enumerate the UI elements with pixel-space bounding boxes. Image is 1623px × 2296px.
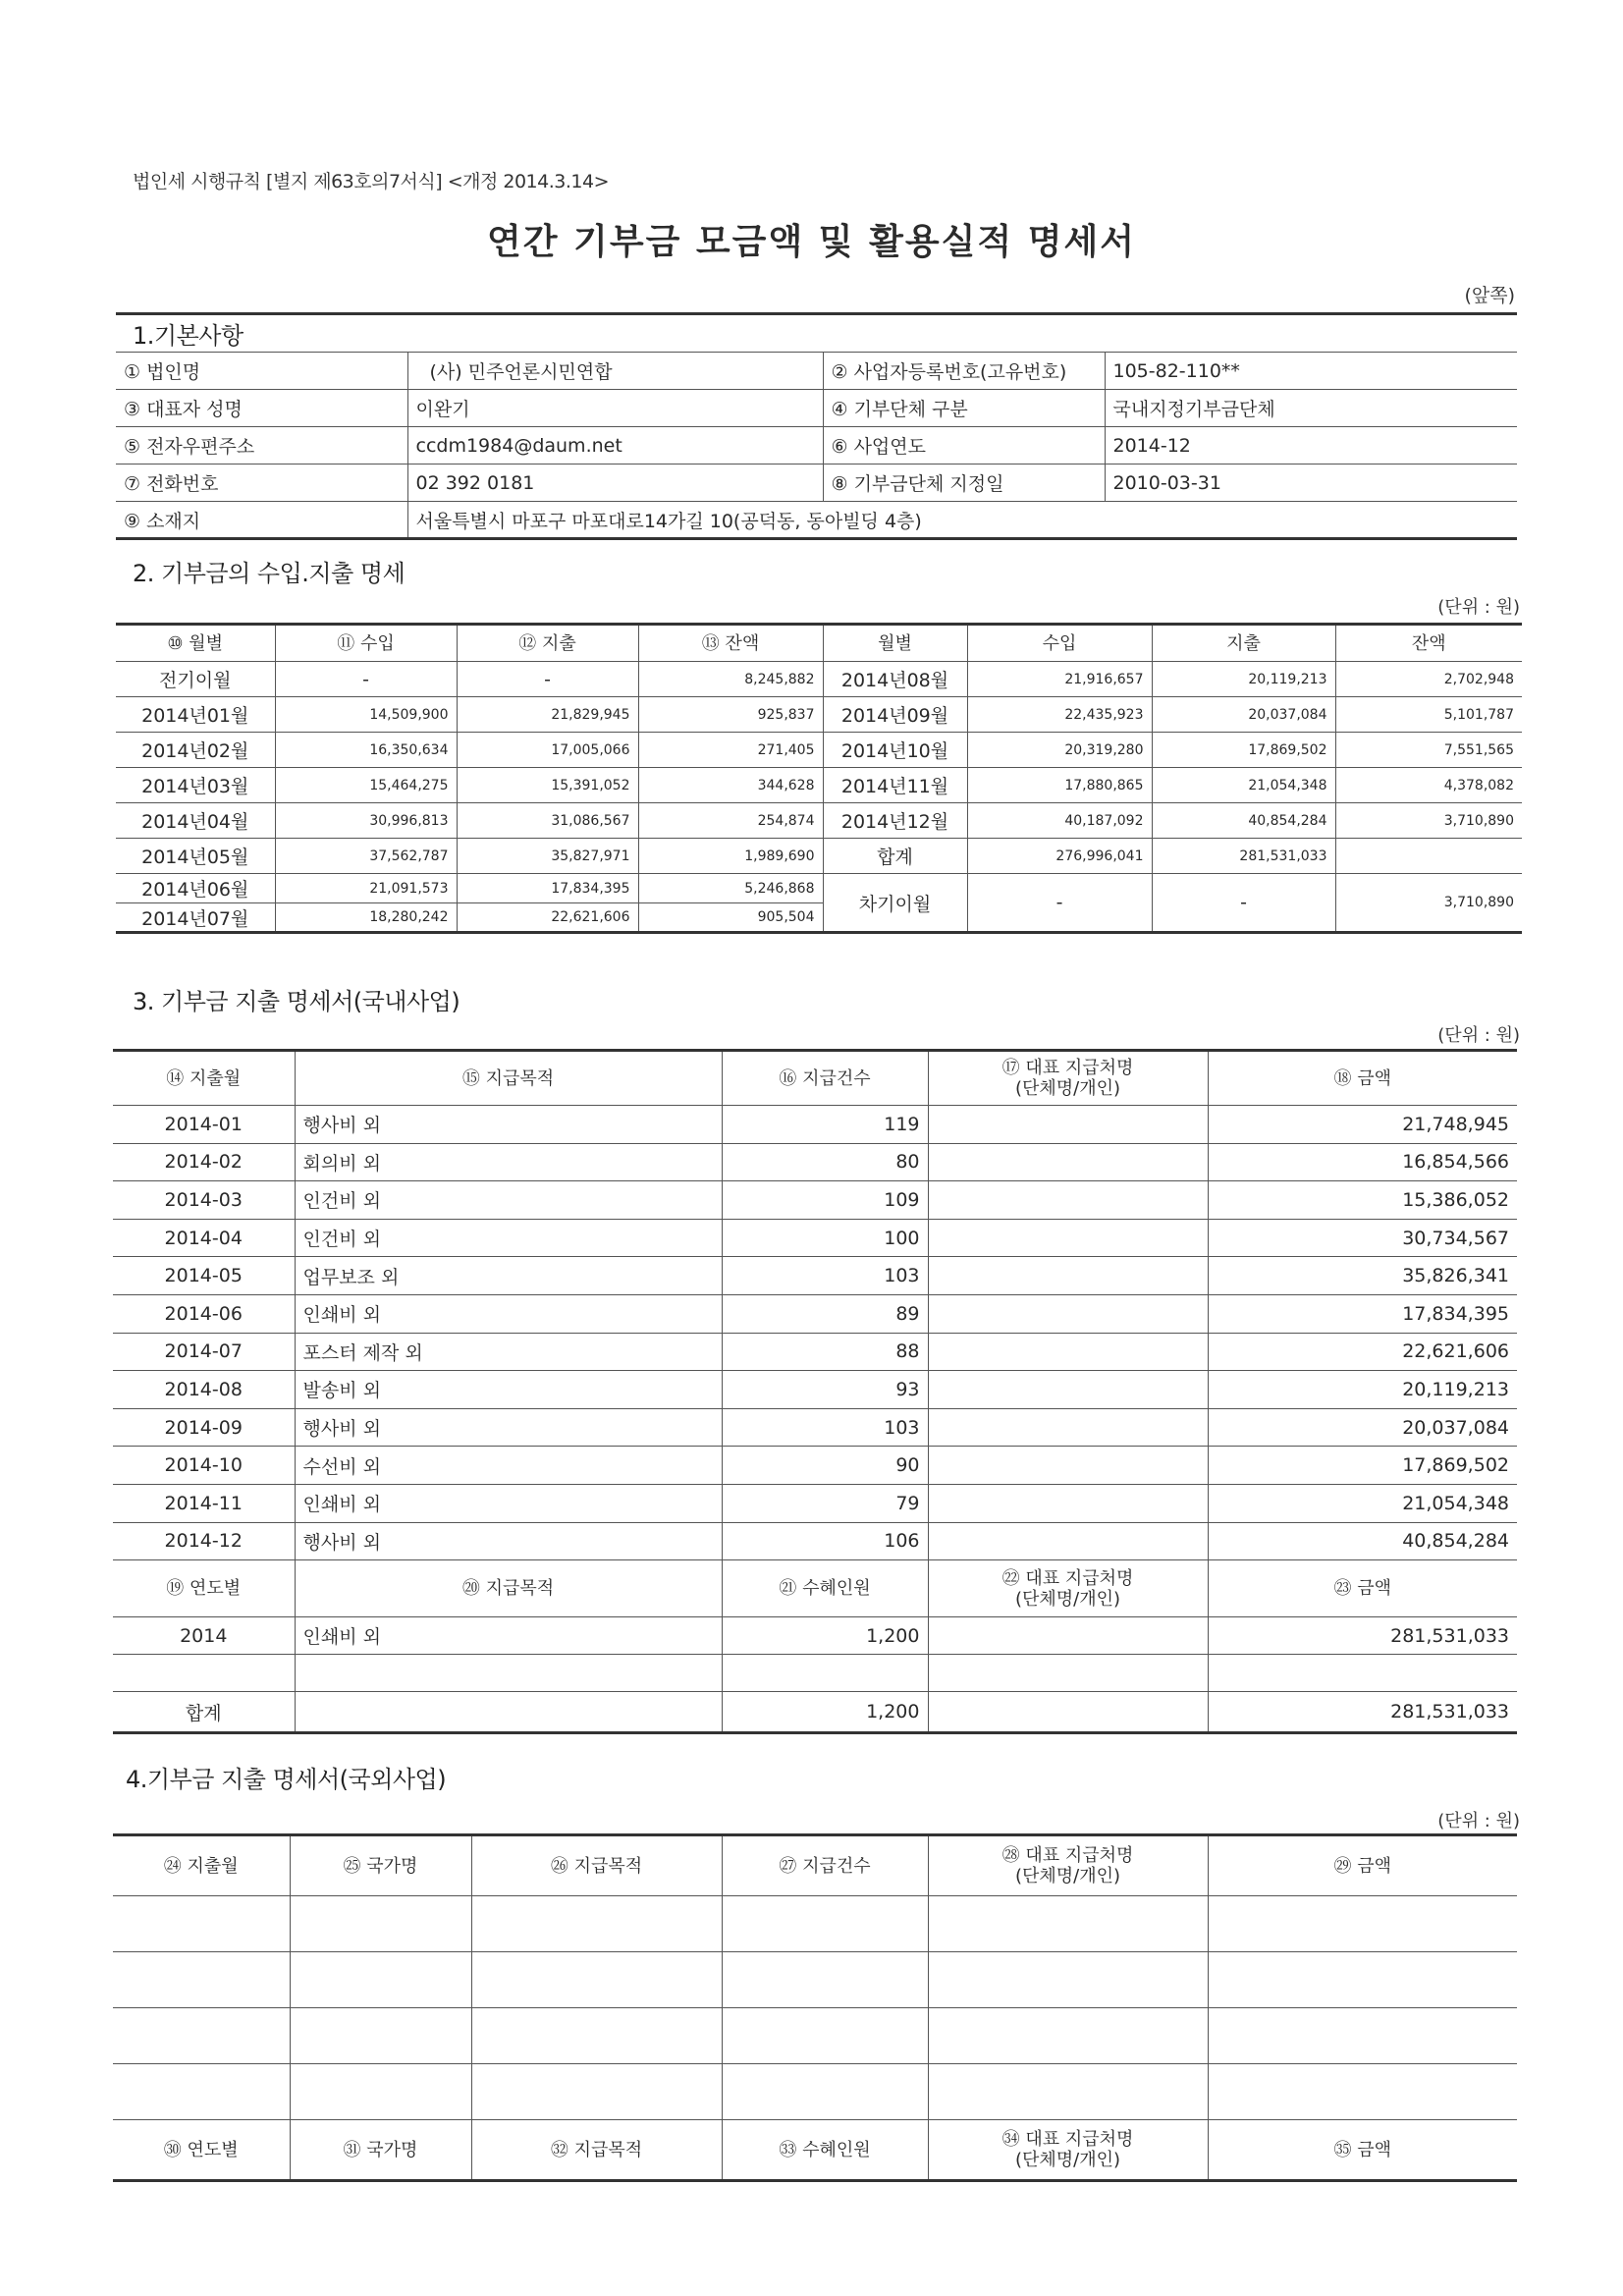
header-income — [275, 625, 457, 662]
designation-date-value: 2010-03-31 — [1105, 465, 1517, 502]
balance-cell: 5,101,787 — [1335, 697, 1522, 733]
payee-cell — [928, 1447, 1208, 1485]
purpose-cell: 행사비 외 — [295, 1408, 722, 1447]
empty-cell — [290, 2008, 471, 2064]
expense-cell: - — [1152, 874, 1335, 933]
header-payee — [928, 2120, 1208, 2181]
count-cell: 90 — [722, 1447, 928, 1485]
payee-cell — [928, 1143, 1208, 1181]
expense-cell: 22,621,606 — [457, 903, 638, 933]
header-purpose — [295, 1560, 722, 1617]
month-cell: 2014년11월 — [823, 768, 967, 803]
expense-cell: 35,827,971 — [457, 839, 638, 874]
purpose-cell: 회의비 외 — [295, 1143, 722, 1181]
amount-cell: 15,386,052 — [1208, 1181, 1517, 1220]
header-year-label: ㉚ 연도별 — [163, 2139, 239, 2160]
header-month-label: ㉔ 지출월 — [163, 1855, 239, 1877]
expense-cell: 15,391,052 — [457, 768, 638, 803]
amount-cell: 35,826,341 — [1208, 1257, 1517, 1295]
payee-cell — [928, 1294, 1208, 1333]
month-cell: 2014년07월 — [116, 903, 275, 933]
purpose-cell: 포스터 제작 외 — [295, 1333, 722, 1371]
expense-cell: 281,531,033 — [1152, 839, 1335, 874]
section3-title: 3. 기부금 지출 명세서(국내사업) — [133, 988, 460, 1015]
table-row — [116, 839, 1522, 874]
payee-cell — [928, 1617, 1208, 1655]
year-cell — [113, 1655, 295, 1692]
month-cell: 2014-05 — [113, 1257, 295, 1295]
purpose-cell: 행사비 외 — [295, 1522, 722, 1560]
month-cell: 2014-09 — [113, 1408, 295, 1447]
income-cell: 17,880,865 — [967, 768, 1152, 803]
address-value: 서울특별시 마포구 마포대로14가길 10(공덕동, 동아빌딩 4층) — [407, 502, 1517, 539]
purpose-cell: 발송비 외 — [295, 1371, 722, 1409]
beneficiaries-cell: 1,200 — [722, 1617, 928, 1655]
purpose-cell: 인건비 외 — [295, 1219, 722, 1257]
month-cell: 2014-12 — [113, 1522, 295, 1560]
empty-row — [113, 1896, 1517, 1952]
month-cell: 2014-08 — [113, 1371, 295, 1409]
corporate-name-value: (사) 민주언론시민연합 — [407, 353, 823, 390]
section4-title: 4.기부금 지출 명세서(국외사업) — [126, 1766, 447, 1793]
section3-unit: (단위 : 원) — [1437, 1025, 1520, 1046]
table-row — [116, 733, 1522, 768]
table-row — [116, 662, 1522, 697]
table-row — [113, 1522, 1517, 1560]
month-cell: 2014-11 — [113, 1484, 295, 1522]
field-label: ⑥ 사업연도 — [823, 427, 1105, 465]
amount-cell: 20,119,213 — [1208, 1371, 1517, 1409]
income-cell: - — [967, 874, 1152, 933]
payee-cell — [928, 1219, 1208, 1257]
payee-cell — [928, 1181, 1208, 1220]
empty-cell — [113, 1896, 290, 1952]
empty-cell — [1208, 2008, 1517, 2064]
empty-cell — [290, 1896, 471, 1952]
balance-cell: 344,628 — [638, 768, 823, 803]
yearly-row — [113, 1617, 1517, 1655]
header-purpose — [471, 1835, 722, 1896]
amount-cell: 281,531,033 — [1208, 1617, 1517, 1655]
table-row — [113, 1181, 1517, 1220]
table-row — [113, 1408, 1517, 1447]
empty-cell — [290, 2064, 471, 2120]
payee-cell — [928, 1333, 1208, 1371]
table-header-row — [116, 625, 1522, 662]
empty-cell — [471, 2064, 722, 2120]
header-month-label: 월별 — [878, 632, 912, 654]
yearly-header-row — [113, 2120, 1517, 2181]
expense-cell: 20,119,213 — [1152, 662, 1335, 697]
table-row — [113, 1447, 1517, 1485]
balance-cell: 254,874 — [638, 803, 823, 839]
month-cell: 2014년09월 — [823, 697, 967, 733]
count-cell: 103 — [722, 1257, 928, 1295]
total-label: 합계 — [113, 1692, 295, 1733]
empty-row — [113, 2064, 1517, 2120]
balance-cell: 2,702,948 — [1335, 662, 1522, 697]
expense-cell: 20,037,084 — [1152, 697, 1335, 733]
basic-info-row — [116, 465, 1517, 502]
header-beneficiaries — [722, 1560, 928, 1617]
income-cell: 30,996,813 — [275, 803, 457, 839]
month-cell: 2014년06월 — [116, 874, 275, 903]
header-expense-label: ⑫ 지출 — [518, 632, 576, 654]
purpose-cell: 수선비 외 — [295, 1447, 722, 1485]
income-cell: 14,509,900 — [275, 697, 457, 733]
header-amount-label: ㉙ 금액 — [1333, 1855, 1391, 1877]
header-country-label: ㉛ 국가명 — [343, 2139, 418, 2160]
empty-cell — [928, 2064, 1208, 2120]
domestic-expense-table — [113, 1049, 1517, 1734]
section1-title: 1.기본사항 — [133, 322, 243, 350]
field-label: ② 사업자등록번호(고유번호) — [823, 353, 1105, 390]
balance-cell: 905,504 — [638, 903, 823, 933]
header-payee — [928, 1835, 1208, 1896]
purpose-cell: 인쇄비 외 — [295, 1294, 722, 1333]
donation-org-type-value: 국내지정기부금단체 — [1105, 390, 1517, 427]
header-country — [290, 1835, 471, 1896]
empty-cell — [928, 2008, 1208, 2064]
balance-cell: 8,245,882 — [638, 662, 823, 697]
expense-cell: 17,869,502 — [1152, 733, 1335, 768]
header-expense-label: 지출 — [1226, 632, 1261, 654]
empty-row — [113, 1952, 1517, 2008]
payee-cell — [928, 1408, 1208, 1447]
empty-row — [113, 2008, 1517, 2064]
total-row — [113, 1692, 1517, 1733]
month-cell: 2014-03 — [113, 1181, 295, 1220]
amount-cell — [1208, 1655, 1517, 1692]
phone-value: 02 392 0181 — [407, 465, 823, 502]
header-month-label: ⑭ 지출월 — [166, 1067, 242, 1089]
yearly-row — [113, 1655, 1517, 1692]
income-cell: 21,916,657 — [967, 662, 1152, 697]
header-payee-label: ㉘ 대표 지급처명 — [1001, 1845, 1134, 1866]
header-payee-sublabel: (단체명/개인) — [1014, 2150, 1121, 2170]
header-payee — [928, 1560, 1208, 1617]
month-cell: 2014년01월 — [116, 697, 275, 733]
header-amount-label: ㉟ 금액 — [1333, 2139, 1391, 2160]
header-year — [113, 2120, 290, 2181]
beneficiaries-cell — [722, 1655, 928, 1692]
header-count-label: ⑯ 지급건수 — [779, 1067, 871, 1089]
month-cell: 2014-04 — [113, 1219, 295, 1257]
income-cell: 16,350,634 — [275, 733, 457, 768]
purpose-cell: 인쇄비 외 — [295, 1617, 722, 1655]
count-cell: 93 — [722, 1371, 928, 1409]
empty-cell — [1208, 2064, 1517, 2120]
section4-unit: (단위 : 원) — [1437, 1811, 1520, 1831]
purpose-cell — [295, 1655, 722, 1692]
balance-cell: 4,378,082 — [1335, 768, 1522, 803]
header-income-label: ⑪ 수입 — [337, 632, 395, 654]
header-month — [116, 625, 275, 662]
expense-cell: - — [457, 662, 638, 697]
header-purpose-label: ⑳ 지급목적 — [461, 1578, 555, 1600]
empty-cell — [1208, 1952, 1517, 2008]
income-cell: 21,091,573 — [275, 874, 457, 903]
empty-cell — [471, 1952, 722, 2008]
header-balance — [1335, 625, 1522, 662]
empty-cell — [471, 1896, 722, 1952]
table-header-row — [113, 1051, 1517, 1106]
basic-info-row — [116, 353, 1517, 390]
purpose-cell — [295, 1692, 722, 1733]
header-expense — [457, 625, 638, 662]
table-row — [113, 1219, 1517, 1257]
empty-cell — [928, 1896, 1208, 1952]
income-cell: 15,464,275 — [275, 768, 457, 803]
expense-cell: 40,854,284 — [1152, 803, 1335, 839]
representative-name-value: 이완기 — [407, 390, 823, 427]
amount-cell: 30,734,567 — [1208, 1219, 1517, 1257]
amount-cell: 20,037,084 — [1208, 1408, 1517, 1447]
overseas-expense-table — [113, 1833, 1517, 2182]
payee-cell — [928, 1522, 1208, 1560]
month-cell: 2014-01 — [113, 1106, 295, 1144]
header-beneficiaries-label: ㉝ 수혜인원 — [779, 2139, 871, 2160]
basic-info-row — [116, 390, 1517, 427]
expense-cell: 21,829,945 — [457, 697, 638, 733]
income-cell: 40,187,092 — [967, 803, 1152, 839]
section1-top-rule — [116, 312, 1517, 315]
expense-cell: 17,834,395 — [457, 874, 638, 903]
empty-cell — [722, 2064, 928, 2120]
header-income — [967, 625, 1152, 662]
empty-cell — [722, 2008, 928, 2064]
count-cell: 106 — [722, 1522, 928, 1560]
table-header-row — [113, 1835, 1517, 1896]
count-cell: 103 — [722, 1408, 928, 1447]
header-balance — [638, 625, 823, 662]
amount-cell: 22,621,606 — [1208, 1333, 1517, 1371]
payee-cell — [928, 1484, 1208, 1522]
field-label: ⑦ 전화번호 — [116, 465, 407, 502]
total-amount: 281,531,033 — [1208, 1692, 1517, 1733]
field-label: ③ 대표자 성명 — [116, 390, 407, 427]
month-cell: 2014-10 — [113, 1447, 295, 1485]
header-count — [722, 1835, 928, 1896]
form-reference: 법인세 시행규칙 [별지 제63호의7서식] <개정 2014.3.14> — [133, 171, 609, 192]
income-cell: 37,562,787 — [275, 839, 457, 874]
header-amount-label: ⑱ 금액 — [1333, 1067, 1391, 1089]
header-purpose-label: ㉖ 지급목적 — [550, 1855, 643, 1877]
income-expense-table — [116, 623, 1522, 934]
month-cell: 2014-07 — [113, 1333, 295, 1371]
count-cell: 79 — [722, 1484, 928, 1522]
balance-cell: 1,989,690 — [638, 839, 823, 874]
month-cell: 전기이월 — [116, 662, 275, 697]
section2-title: 2. 기부금의 수입.지출 명세 — [133, 560, 406, 587]
table-row — [113, 1143, 1517, 1181]
header-amount-label: ㉓ 금액 — [1333, 1578, 1391, 1600]
yearly-header-row — [113, 1560, 1517, 1617]
business-registration-value: 105-82-110** — [1105, 353, 1517, 390]
month-cell: 2014년10월 — [823, 733, 967, 768]
table-row — [113, 1333, 1517, 1371]
expense-cell: 31,086,567 — [457, 803, 638, 839]
field-label: ① 법인명 — [116, 353, 407, 390]
header-amount — [1208, 1835, 1517, 1896]
header-payee-label: ㉒ 대표 지급처명 — [1001, 1567, 1134, 1589]
payee-cell — [928, 1257, 1208, 1295]
empty-cell — [928, 1952, 1208, 2008]
section2-unit: (단위 : 원) — [1437, 597, 1520, 618]
header-beneficiaries-label: ㉑ 수혜인원 — [779, 1578, 871, 1600]
month-cell: 2014년03월 — [116, 768, 275, 803]
email-value: ccdm1984@daum.net — [407, 427, 823, 465]
table-row — [113, 1257, 1517, 1295]
field-label: ⑤ 전자우편주소 — [116, 427, 407, 465]
header-month-label: ⑩ 월별 — [167, 632, 224, 654]
header-purpose-label: ⑮ 지급목적 — [461, 1067, 555, 1089]
balance-cell — [1335, 839, 1522, 874]
empty-cell — [1208, 1896, 1517, 1952]
header-purpose-label: ㉜ 지급목적 — [550, 2139, 643, 2160]
table-row — [113, 1294, 1517, 1333]
table-row — [113, 1371, 1517, 1409]
count-cell: 88 — [722, 1333, 928, 1371]
header-year-label: ⑲ 연도별 — [166, 1578, 242, 1600]
header-country — [290, 2120, 471, 2181]
amount-cell: 16,854,566 — [1208, 1143, 1517, 1181]
header-expense — [1152, 625, 1335, 662]
month-cell: 2014-02 — [113, 1143, 295, 1181]
count-cell: 80 — [722, 1143, 928, 1181]
header-payee-label: ㉞ 대표 지급처명 — [1001, 2129, 1134, 2150]
total-beneficiaries: 1,200 — [722, 1692, 928, 1733]
amount-cell: 21,748,945 — [1208, 1106, 1517, 1144]
payee-cell — [928, 1371, 1208, 1409]
header-payee-sublabel: (단체명/개인) — [1014, 1866, 1121, 1886]
amount-cell: 21,054,348 — [1208, 1484, 1517, 1522]
business-year-value: 2014-12 — [1105, 427, 1517, 465]
table-row — [116, 874, 1522, 903]
header-count — [722, 1051, 928, 1106]
month-cell: 2014년04월 — [116, 803, 275, 839]
header-purpose — [471, 2120, 722, 2181]
purpose-cell: 업무보조 외 — [295, 1257, 722, 1295]
empty-cell — [722, 1952, 928, 2008]
expense-cell: 17,005,066 — [457, 733, 638, 768]
empty-cell — [722, 1896, 928, 1952]
month-cell: 차기이월 — [823, 874, 967, 933]
income-cell: - — [275, 662, 457, 697]
month-cell: 합계 — [823, 839, 967, 874]
header-amount — [1208, 2120, 1517, 2181]
month-cell: 2014-06 — [113, 1294, 295, 1333]
amount-cell: 17,834,395 — [1208, 1294, 1517, 1333]
purpose-cell: 인건비 외 — [295, 1181, 722, 1220]
purpose-cell: 행사비 외 — [295, 1106, 722, 1144]
empty-cell — [290, 1952, 471, 2008]
header-month — [823, 625, 967, 662]
empty-cell — [113, 1952, 290, 2008]
amount-cell: 40,854,284 — [1208, 1522, 1517, 1560]
header-payee-sublabel: (단체명/개인) — [1014, 1588, 1121, 1610]
header-month — [113, 1051, 295, 1106]
balance-cell: 7,551,565 — [1335, 733, 1522, 768]
header-purpose — [295, 1051, 722, 1106]
expense-cell: 21,054,348 — [1152, 768, 1335, 803]
count-cell: 100 — [722, 1219, 928, 1257]
basic-info-table — [116, 352, 1517, 540]
table-row — [113, 1484, 1517, 1522]
table-row — [113, 1106, 1517, 1144]
field-label: ⑨ 소재지 — [116, 502, 407, 539]
count-cell: 89 — [722, 1294, 928, 1333]
income-cell: 22,435,923 — [967, 697, 1152, 733]
side-note: (앞쪽) — [1464, 285, 1515, 306]
month-cell: 2014년05월 — [116, 839, 275, 874]
header-amount — [1208, 1560, 1517, 1617]
empty-cell — [113, 2064, 290, 2120]
balance-cell: 925,837 — [638, 697, 823, 733]
year-cell: 2014 — [113, 1617, 295, 1655]
basic-info-row — [116, 427, 1517, 465]
empty-cell — [113, 2008, 290, 2064]
month-cell: 2014년12월 — [823, 803, 967, 839]
amount-cell: 17,869,502 — [1208, 1447, 1517, 1485]
balance-cell: 5,246,868 — [638, 874, 823, 903]
balance-cell: 3,710,890 — [1335, 874, 1522, 933]
header-balance-label: ⑬ 잔액 — [701, 632, 760, 654]
header-amount — [1208, 1051, 1517, 1106]
table-row — [116, 697, 1522, 733]
header-beneficiaries — [722, 2120, 928, 2181]
header-payee-label: ⑰ 대표 지급처명 — [1001, 1058, 1134, 1078]
purpose-cell: 인쇄비 외 — [295, 1484, 722, 1522]
basic-info-row — [116, 502, 1517, 539]
income-cell: 18,280,242 — [275, 903, 457, 933]
table-row — [116, 768, 1522, 803]
empty-cell — [471, 2008, 722, 2064]
header-payee-sublabel: (단체명/개인) — [1014, 1078, 1121, 1099]
field-label: ⑧ 기부금단체 지정일 — [823, 465, 1105, 502]
month-cell: 2014년08월 — [823, 662, 967, 697]
month-cell: 2014년02월 — [116, 733, 275, 768]
income-cell: 276,996,041 — [967, 839, 1152, 874]
income-cell: 20,319,280 — [967, 733, 1152, 768]
header-balance-label: 잔액 — [1411, 632, 1446, 654]
count-cell: 109 — [722, 1181, 928, 1220]
header-payee — [928, 1051, 1208, 1106]
field-label: ④ 기부단체 구분 — [823, 390, 1105, 427]
payee-cell — [928, 1692, 1208, 1733]
document-title: 연간 기부금 모금액 및 활용실적 명세서 — [486, 222, 1137, 262]
balance-cell: 271,405 — [638, 733, 823, 768]
count-cell: 119 — [722, 1106, 928, 1144]
balance-cell: 3,710,890 — [1335, 803, 1522, 839]
payee-cell — [928, 1655, 1208, 1692]
header-count-label: ㉗ 지급건수 — [779, 1855, 871, 1877]
header-income-label: 수입 — [1042, 632, 1077, 654]
header-year — [113, 1560, 295, 1617]
table-row — [116, 803, 1522, 839]
header-month — [113, 1835, 290, 1896]
header-country-label: ㉕ 국가명 — [343, 1855, 418, 1877]
payee-cell — [928, 1106, 1208, 1144]
